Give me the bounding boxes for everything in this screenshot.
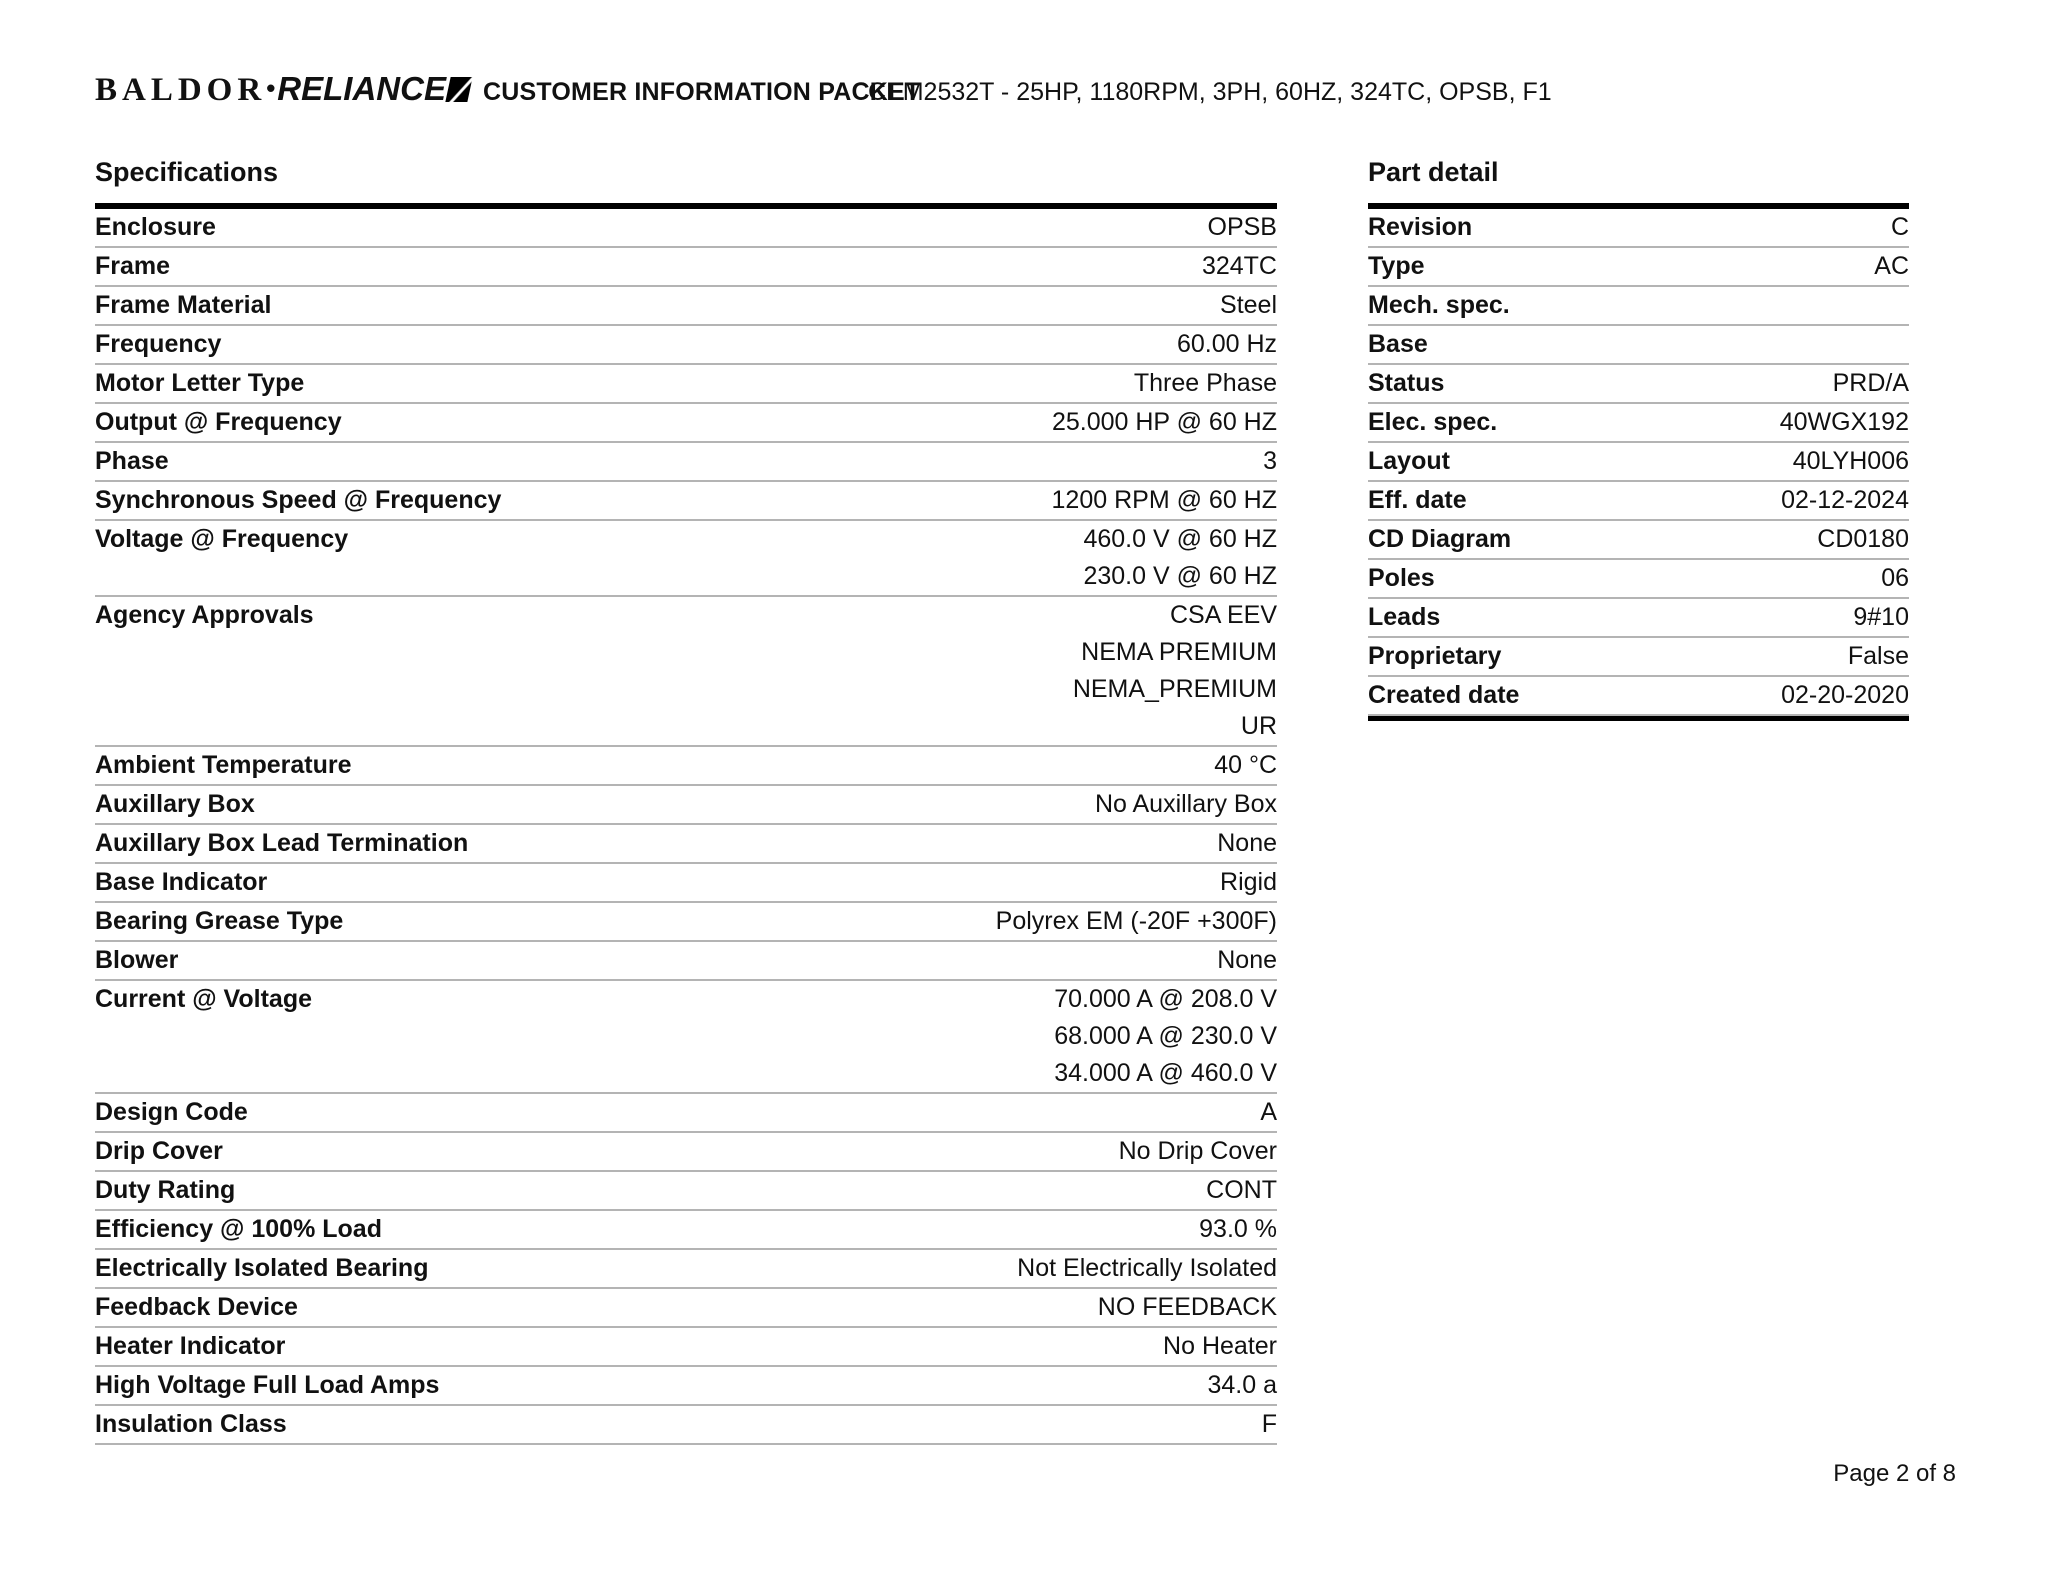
row-value-line: 40 °C [1214, 751, 1277, 779]
specifications-table [95, 203, 1277, 1445]
row-values [501, 482, 1277, 519]
table-row [95, 747, 1277, 786]
table-row [95, 1289, 1277, 1328]
row-values [223, 1133, 1277, 1170]
row-value-line: 25.000 HP @ 60 HZ [1051, 408, 1277, 436]
row-value-line: 40WGX192 [1779, 408, 1909, 436]
row-value-line: CD0180 [1817, 525, 1909, 553]
row-values [439, 1367, 1277, 1404]
row-value-line: UR [1240, 712, 1277, 740]
row-label: Status [1368, 369, 1445, 397]
row-label: Bearing Grease Type [95, 907, 344, 935]
row-value-line: 60.00 Hz [1176, 330, 1277, 358]
row-value-line: NEMA PREMIUM [1081, 638, 1277, 666]
row-value-line: None [1217, 946, 1277, 974]
table-row [95, 1328, 1277, 1367]
row-values [304, 365, 1277, 402]
table-row [1368, 482, 1909, 521]
row-label: Poles [1368, 564, 1435, 592]
row-values [382, 1211, 1277, 1248]
row-values [271, 287, 1277, 324]
row-values [1497, 404, 1909, 441]
table-row [95, 1211, 1277, 1250]
row-values [267, 864, 1277, 901]
row-label: Auxillary Box [95, 790, 255, 818]
packet-title: CUSTOMER INFORMATION PACKET [483, 78, 921, 106]
row-label: Eff. date [1368, 486, 1467, 514]
table-row [95, 597, 1277, 747]
row-label: Base Indicator [95, 868, 268, 896]
table-row [95, 1172, 1277, 1211]
row-label: Revision [1368, 213, 1473, 241]
row-label: Drip Cover [95, 1137, 223, 1165]
brand-flag-icon [445, 77, 472, 102]
row-value-line: PRD/A [1832, 369, 1909, 397]
row-values [468, 825, 1277, 862]
row-values [248, 1094, 1277, 1131]
row-label: Phase [95, 447, 169, 475]
row-value-line: CONT [1206, 1176, 1277, 1204]
row-label: Electrically Isolated Bearing [95, 1254, 429, 1282]
row-label: Synchronous Speed @ Frequency [95, 486, 502, 514]
row-value-line: CSA EEV [1170, 601, 1277, 629]
row-value-line: 324TC [1201, 252, 1277, 280]
row-label: Blower [95, 946, 179, 974]
row-value-line: No Heater [1163, 1332, 1277, 1360]
table-row [1368, 365, 1909, 404]
table-row [1368, 638, 1909, 677]
brand-logo [95, 70, 470, 109]
row-label: Voltage @ Frequency [95, 525, 349, 553]
row-value-line: Rigid [1220, 868, 1277, 896]
part-detail-heading: Part detail [1368, 157, 1499, 187]
row-label: Agency Approvals [95, 601, 314, 629]
row-values [1472, 209, 1909, 246]
row-value-line: 34.000 A @ 460.0 V [1054, 1059, 1277, 1087]
row-values [1444, 365, 1909, 402]
row-values [169, 443, 1277, 480]
table-row [95, 1367, 1277, 1406]
table-row [95, 981, 1277, 1094]
row-value-line: 40LYH006 [1792, 447, 1909, 475]
reliance-wordmark: RELIANCE [277, 70, 446, 107]
row-label: Created date [1368, 681, 1520, 709]
row-value-line: 3 [1263, 447, 1277, 475]
table-row [95, 1133, 1277, 1172]
table-row [1368, 287, 1909, 326]
row-value-line: AC [1874, 252, 1909, 280]
row-values [1440, 599, 1909, 636]
row-values [1450, 443, 1909, 480]
table-row [95, 482, 1277, 521]
row-values [342, 404, 1277, 441]
row-label: Layout [1368, 447, 1450, 475]
row-label: High Voltage Full Load Amps [95, 1371, 440, 1399]
table-row [95, 903, 1277, 942]
row-values [287, 1406, 1277, 1443]
row-values [221, 326, 1277, 363]
row-label: Enclosure [95, 213, 216, 241]
row-value-line: False [1847, 642, 1909, 670]
table-row [95, 248, 1277, 287]
row-value-line: A [1260, 1098, 1277, 1126]
page-number: Page 2 of 8 [1833, 1460, 1956, 1487]
row-values [1467, 482, 1909, 519]
baldor-wordmark: BALDOR [95, 72, 267, 108]
table-row [95, 942, 1277, 981]
row-values [348, 521, 1277, 595]
table-row [1368, 560, 1909, 599]
row-values [1425, 248, 1910, 285]
table-row [1368, 443, 1909, 482]
specifications-heading: Specifications [95, 157, 279, 187]
row-label: Frame [95, 252, 171, 280]
row-values [1511, 521, 1909, 558]
row-label: Base [1368, 330, 1428, 358]
row-label: Current @ Voltage [95, 985, 312, 1013]
row-label: Frequency [95, 330, 222, 358]
row-value-line: C [1890, 213, 1909, 241]
table-row [1368, 677, 1909, 716]
row-values [343, 903, 1277, 940]
table-row [95, 864, 1277, 903]
table-row [95, 326, 1277, 365]
row-values [314, 597, 1277, 745]
row-label: Design Code [95, 1098, 248, 1126]
row-values [1519, 677, 1909, 714]
row-value-line: 02-12-2024 [1781, 486, 1909, 514]
row-value-line: 34.0 a [1207, 1371, 1277, 1399]
row-label: Auxillary Box Lead Termination [95, 829, 469, 857]
row-values [352, 747, 1277, 784]
table-row [1368, 326, 1909, 365]
table-row [95, 365, 1277, 404]
table-row [1368, 209, 1909, 248]
row-value-line: 460.0 V @ 60 HZ [1083, 525, 1277, 553]
row-label: CD Diagram [1368, 525, 1512, 553]
row-label: Insulation Class [95, 1410, 287, 1438]
table-row [95, 521, 1277, 597]
row-value-line: NEMA_PREMIUM [1072, 675, 1277, 703]
part-detail-table [1368, 203, 1909, 721]
table-row [95, 209, 1277, 248]
row-label: Frame Material [95, 291, 272, 319]
table-row [1368, 599, 1909, 638]
table-row [1368, 248, 1909, 287]
table-row [95, 287, 1277, 326]
table-row [95, 404, 1277, 443]
row-values [298, 1289, 1277, 1326]
row-values [216, 209, 1277, 246]
table-row [95, 1094, 1277, 1133]
logo-dot-separator: • [266, 73, 276, 103]
row-values [178, 942, 1277, 979]
row-values [1501, 638, 1909, 675]
row-value-line: Polyrex EM (-20F +300F) [995, 907, 1277, 935]
row-label: Duty Rating [95, 1176, 236, 1204]
row-value-line: 230.0 V @ 60 HZ [1083, 562, 1277, 590]
row-value-line: 70.000 A @ 208.0 V [1054, 985, 1277, 1013]
table-row [95, 825, 1277, 864]
row-value-line: Not Electrically Isolated [1017, 1254, 1277, 1282]
row-label: Output @ Frequency [95, 408, 342, 436]
row-value-line: F [1261, 1410, 1277, 1438]
row-values [170, 248, 1277, 285]
row-value-line: 1200 RPM @ 60 HZ [1051, 486, 1277, 514]
table-row [95, 786, 1277, 825]
row-label: Mech. spec. [1368, 291, 1510, 319]
row-label: Ambient Temperature [95, 751, 352, 779]
row-values [285, 1328, 1277, 1365]
part-description: CEM2532T - 25HP, 1180RPM, 3PH, 60HZ, 324TC, OPSB, F1 [868, 78, 1552, 106]
row-value-line: 9#10 [1853, 603, 1909, 631]
row-label: Efficiency @ 100% Load [95, 1215, 382, 1243]
row-value-line: OPSB [1207, 213, 1277, 241]
row-values [312, 981, 1277, 1092]
table-row [95, 1250, 1277, 1289]
row-value-line: 68.000 A @ 230.0 V [1054, 1022, 1277, 1050]
table-row [95, 443, 1277, 482]
row-value-line: No Drip Cover [1118, 1137, 1277, 1165]
row-value-line: Three Phase [1133, 369, 1277, 397]
table-row [1368, 521, 1909, 560]
row-label: Feedback Device [95, 1293, 298, 1321]
row-values [1435, 560, 1909, 597]
row-label: Elec. spec. [1368, 408, 1498, 436]
row-label: Type [1368, 252, 1425, 280]
row-value-line: 02-20-2020 [1781, 681, 1909, 709]
table-row [95, 1406, 1277, 1445]
row-value-line: NO FEEDBACK [1097, 1293, 1277, 1321]
row-values [428, 1250, 1277, 1287]
row-value-line: 06 [1881, 564, 1909, 592]
row-label: Heater Indicator [95, 1332, 286, 1360]
row-value-line: 93.0 % [1199, 1215, 1277, 1243]
row-label: Leads [1368, 603, 1441, 631]
row-label: Proprietary [1368, 642, 1502, 670]
row-values [255, 786, 1277, 823]
row-value-line: No Auxillary Box [1094, 790, 1277, 818]
row-values [235, 1172, 1277, 1209]
row-label: Motor Letter Type [95, 369, 305, 397]
row-value-line: Steel [1220, 291, 1277, 319]
table-row [1368, 404, 1909, 443]
row-value-line: None [1217, 829, 1277, 857]
